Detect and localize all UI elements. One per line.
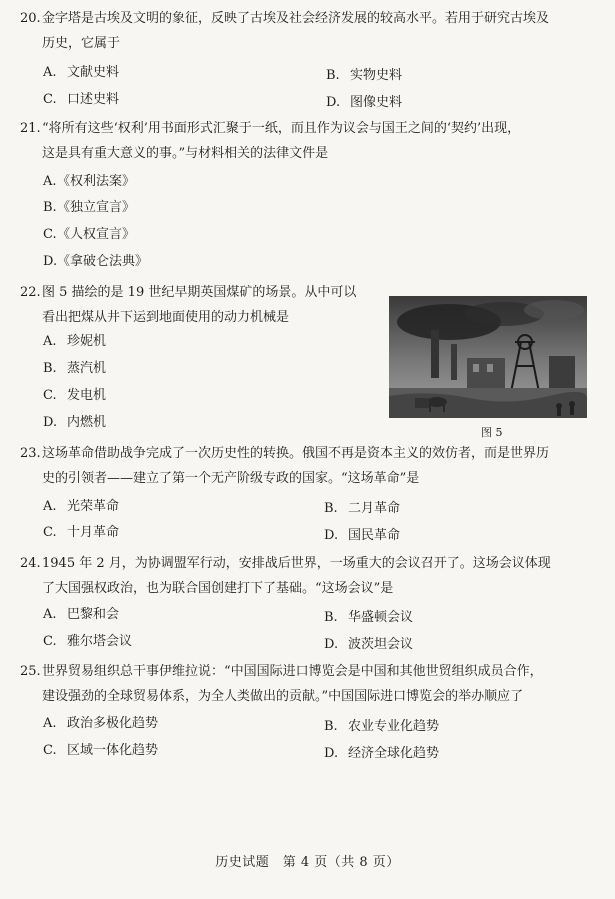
- q25-option-d[interactable]: D. 经济全球化趋势: [324, 746, 440, 761]
- question-25-stem: [20, 659, 592, 709]
- stem-text: 金字塔是古埃及文明的象征，反映了古埃及社会经济发展的较高水平。若用于研究古埃及: [42, 11, 550, 26]
- figure-caption: 图 5: [481, 426, 503, 439]
- question-23-stem: [20, 441, 592, 491]
- stem-text: 史的引领者——建立了第一个无产阶级专政的国家。“这场革命”是: [42, 471, 420, 486]
- q25-option-a[interactable]: A. 政治多极化趋势: [43, 716, 159, 731]
- q22-option-b[interactable]: B. 蒸汽机: [43, 361, 107, 376]
- question-number: 23.: [20, 446, 41, 461]
- coal-mine-illustration: [389, 296, 587, 418]
- question-24-stem: [20, 551, 592, 601]
- stem-text: 历史，它属于: [42, 36, 121, 51]
- stem-text: “将所有这些‘权利’用书面形式汇聚于一纸，而且作为议会与国王之间的‘契约’出现，: [42, 121, 521, 136]
- q23-option-d[interactable]: D. 国民革命: [324, 528, 401, 543]
- q21-option-a[interactable]: A.《权利法案》: [43, 174, 136, 189]
- question-number: 24.: [20, 556, 41, 571]
- stem-text: 这场革命借助战争完成了一次历史性的转换。俄国不再是资本主义的效仿者，而是世界历: [42, 446, 550, 461]
- question-number: 22.: [20, 285, 41, 300]
- q21-option-c[interactable]: C.《人权宣言》: [43, 227, 136, 242]
- q23-option-a[interactable]: A. 光荣革命: [43, 499, 120, 514]
- stem-text: 看出把煤从井下运到地面使用的动力机械是: [42, 310, 290, 325]
- question-number: 21.: [20, 121, 41, 136]
- q22-option-c[interactable]: C. 发电机: [43, 388, 107, 403]
- q23-option-b[interactable]: B. 二月革命: [324, 501, 401, 516]
- question-21-stem: [20, 116, 592, 166]
- q20-option-c[interactable]: C. 口述史料: [43, 92, 120, 107]
- q22-option-a[interactable]: A. 珍妮机: [43, 334, 107, 349]
- q25-option-b[interactable]: B. 农业专业化趋势: [324, 719, 440, 734]
- q21-option-b[interactable]: B.《独立宣言》: [43, 200, 136, 215]
- question-22-stem: [20, 280, 390, 330]
- stem-text: 了大国强权政治，也为联合国创建打下了基础。“这场会议”是: [42, 581, 394, 596]
- q22-option-d[interactable]: D. 内燃机: [43, 415, 107, 430]
- stem-text: 这是具有重大意义的事。”与材料相关的法律文件是: [42, 146, 329, 161]
- page-footer: 历史试题 第 4 页（共 8 页）: [215, 855, 400, 870]
- stem-text: 建设强劲的全球贸易体系，为全人类做出的贡献。”中国国际进口博览会的举办顺应了: [42, 689, 524, 704]
- q25-option-c[interactable]: C. 区域一体化趋势: [43, 743, 159, 758]
- q21-option-d[interactable]: D.《拿破仑法典》: [43, 254, 149, 269]
- q24-option-a[interactable]: A. 巴黎和会: [43, 607, 120, 622]
- q20-option-b[interactable]: B. 实物史料: [326, 68, 403, 83]
- chimney: [431, 330, 439, 378]
- q23-option-c[interactable]: C. 十月革命: [43, 525, 120, 540]
- q20-option-a[interactable]: A. 文献史料: [43, 65, 120, 80]
- question-20-stem: [20, 6, 592, 56]
- engine-house: [467, 358, 505, 388]
- q24-option-c[interactable]: C. 雅尔塔会议: [43, 634, 133, 649]
- stem-text: 世界贸易组织总干事伊维拉说：“中国国际进口博览会是中国和其他世贸组织成员合作，: [42, 664, 543, 679]
- stem-text: 1945 年 2 月，为协调盟军行动，安排战后世界，一场重大的会议召开了。这场会议体现: [42, 556, 551, 571]
- stem-text: 图 5 描绘的是 19 世纪早期英国煤矿的场景。从中可以: [42, 285, 357, 300]
- q24-option-d[interactable]: D. 波茨坦会议: [324, 637, 414, 652]
- question-number: 20.: [20, 11, 41, 26]
- q20-option-d[interactable]: D. 图像史料: [326, 95, 403, 110]
- question-number: 25.: [20, 664, 41, 679]
- q24-option-b[interactable]: B. 华盛顿会议: [324, 610, 414, 625]
